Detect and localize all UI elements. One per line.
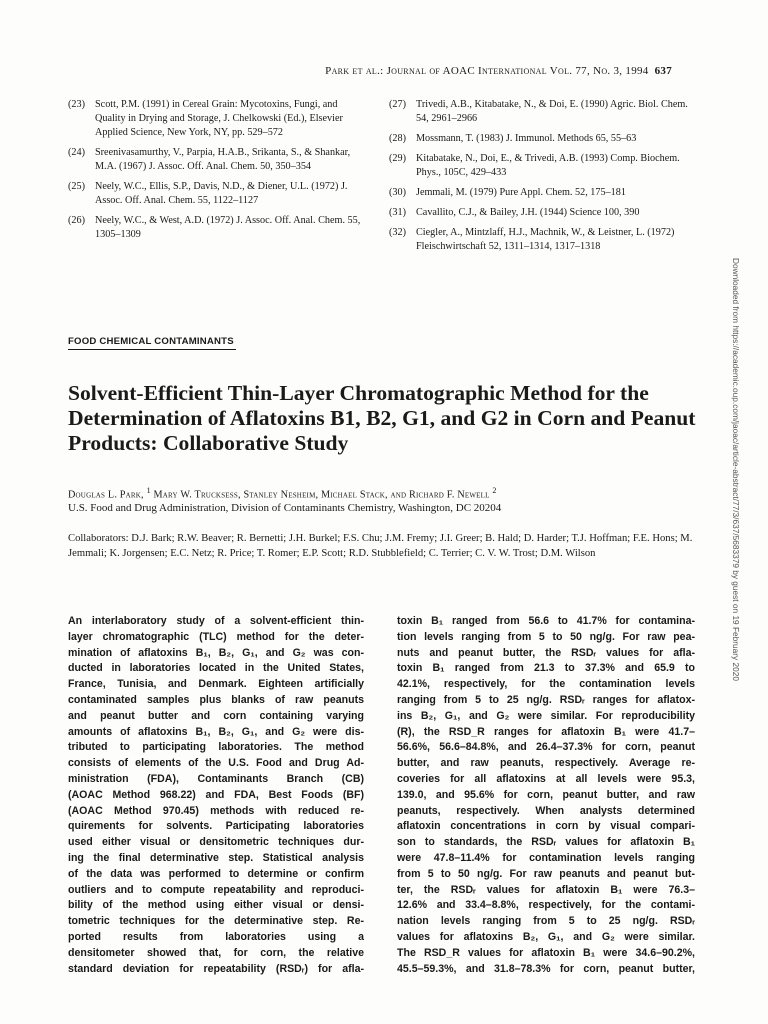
- reference-item: [68, 98, 370, 140]
- reference-number: (25): [68, 181, 85, 192]
- abstract-line: mination of aflatoxins B₁, B₂, G₁, and G₂ was con-: [68, 646, 364, 659]
- reference-number: (32): [389, 227, 406, 238]
- abstract-right-column: [397, 614, 695, 977]
- abstract-line: 42.1%, respectively, for the contamination levels: [397, 678, 695, 691]
- reference-number: (28): [389, 133, 406, 144]
- abstract-line: quirements for solvents. Participating laboratories: [68, 820, 364, 833]
- abstract-line: densitometer showed that, for corn, the relative: [68, 946, 364, 959]
- author-others: Mary W. Trucksess, Stanley Nesheim, Michael Stack, and Richard F. Newell: [153, 489, 490, 501]
- abstract-line: 45.5–59.3%, and 31.8–78.3% for corn, peanut butter,: [397, 962, 695, 975]
- reference-text: Ciegler, A., Mintzlaff, H.J., Machnik, W., & Leistner, L. (1972) Fleischwirtschaft 52, 1311–1314, 1317–1318: [416, 227, 675, 252]
- reference-item: [389, 226, 694, 254]
- abstract-line: tion levels ranging from 5 to 50 ng/g. For raw pea-: [397, 630, 695, 643]
- abstract-line: (AOAC Method 970.45) methods with reduced re-: [68, 804, 364, 817]
- abstract-line: ministration (FDA), Contaminants Branch (CB): [68, 772, 364, 785]
- reference-text: Jemmali, M. (1979) Pure Appl. Chem. 52, 175–181: [416, 187, 626, 198]
- abstract-line: tributed to participating laboratories. The method: [68, 741, 364, 754]
- abstract-line: (R), the RSD_R ranges for aflatoxin B₁ were 41.7–: [397, 725, 695, 738]
- footnote-marker-1: 1: [146, 486, 151, 495]
- reference-item: [389, 152, 694, 180]
- reference-number: (27): [389, 99, 406, 110]
- reference-text: Scott, P.M. (1991) in Cereal Grain: Mycotoxins, Fungi, and Quality in Drying and Storage, J. Chelkowski (Ed.), Elsevier Applied Science, New York, NY, pp. 529–572: [95, 99, 343, 138]
- author-list: [68, 486, 708, 500]
- reference-text: Neely, W.C., Ellis, S.P., Davis, N.D., & Diener, U.L. (1972) J. Assoc. Off. Anal. Chem. 55, 1122–1127: [95, 181, 348, 206]
- reference-item: [68, 214, 370, 242]
- reference-item: [389, 132, 694, 146]
- abstract-line: toxin B₁ ranged from 56.6 to 41.7% for contamina-: [397, 615, 695, 627]
- abstract-line: tometric techniques for the determinative step. Re-: [68, 915, 364, 928]
- reference-number: (24): [68, 147, 85, 158]
- reference-number: (26): [68, 215, 85, 226]
- abstract-line: standard deviation for repeatability (RSDᵣ) for afla-: [68, 962, 364, 975]
- abstract-line: consists of elements of the U.S. Food and Drug Ad-: [68, 757, 364, 770]
- abstract-line: 139.0, and 95.6% for corn, peanut butter, and raw: [397, 788, 695, 801]
- reference-number: (29): [389, 153, 406, 164]
- abstract-line: used either visual or densitometric techniques dur-: [68, 836, 364, 849]
- abstract-line: ranging from 5 to 25 ng/g. RSDᵣ ranges for aflatox-: [397, 693, 695, 706]
- abstract-line: peanuts, respectively. When analysts determined: [397, 804, 695, 817]
- reference-item: [389, 206, 694, 220]
- abstract-line: France, Tunisia, and Denmark. Eighteen artificially: [68, 678, 364, 691]
- footnote-marker-2: 2: [492, 486, 497, 495]
- reference-number: (31): [389, 207, 406, 218]
- reference-item: [389, 98, 694, 126]
- abstract-line: of the data was performed to determine or confirm: [68, 867, 364, 880]
- abstract-line: ins B₂, G₁, and G₂ were similar. For reproducibility: [397, 709, 695, 722]
- abstract-line: nation levels ranging from 5 to 25 ng/g. RSDᵣ: [397, 915, 695, 928]
- abstract-line: layer chromatographic (TLC) method for the deter-: [68, 630, 364, 643]
- abstract-left-column: [68, 614, 364, 977]
- abstract-line: and peanut butter and corn containing varying: [68, 709, 364, 722]
- reference-text: Kitabatake, N., Doi, E., & Trivedi, A.B. (1993) Comp. Biochem. Phys., 105C, 429–433: [416, 153, 680, 178]
- abstract-line: 56.6%, 56.6–84.8%, and 26.4–37.3% for corn, peanut: [397, 741, 695, 754]
- running-head: [325, 65, 672, 77]
- reference-item: [68, 146, 370, 174]
- abstract-line: An interlaboratory study of a solvent-efficient thin-: [68, 615, 364, 627]
- abstract-line: coveries for all aflatoxins at all levels were 95.3,: [397, 772, 695, 785]
- abstract-line: nuts and peanut butter, the RSDᵣ values for afla-: [397, 646, 695, 659]
- reference-number: (23): [68, 99, 85, 110]
- reference-text: Trivedi, A.B., Kitabatake, N., & Doi, E. (1990) Agric. Biol. Chem. 54, 2961–2966: [416, 99, 688, 124]
- abstract-line: from 5 to 50 ng/g. For raw peanuts and peanut but-: [397, 867, 695, 880]
- abstract-line: values for aflatoxins B₂, G₁, and G₂ were similar.: [397, 930, 695, 943]
- running-head-text: Park et al.: Journal of AOAC International Vol. 77, No. 3, 1994: [325, 65, 649, 77]
- abstract-line: 12.6% and 33.4–8.8%, respectively, for the contami-: [397, 899, 695, 912]
- abstract-line: The RSD_R values for aflatoxin B₁ were 34.6–90.2%,: [397, 946, 695, 959]
- abstract-line: amounts of aflatoxins B₁, B₂, G₁, and G₂ were dis-: [68, 725, 364, 738]
- reference-text: Cavallito, C.J., & Bailey, J.H. (1944) Science 100, 390: [416, 207, 640, 218]
- download-watermark: Downloaded from https://academic.oup.com/jaoac/article-abstract/77/3/637/5683379 by guest on 19 February 2020: [731, 258, 741, 681]
- reference-number: (30): [389, 187, 406, 198]
- references-left-column: [68, 98, 370, 248]
- section-heading: FOOD CHEMICAL CONTAMINANTS: [68, 336, 236, 350]
- abstract-line: ing the final determinative step. Statistical analysis: [68, 851, 364, 864]
- reference-text: Neely, W.C., & West, A.D. (1972) J. Assoc. Off. Anal. Chem. 55, 1305–1309: [95, 215, 361, 240]
- reference-item: [389, 186, 694, 200]
- references-right-column: [389, 98, 694, 260]
- affiliation: U.S. Food and Drug Administration, Division of Contaminants Chemistry, Washington, DC 20204: [68, 502, 502, 514]
- abstract-line: butter, and raw peanuts, respectively. Average re-: [397, 757, 695, 770]
- abstract-line: ported results from laboratories using a: [68, 930, 364, 943]
- abstract-line: aflatoxin concentrations in corn by visual compari-: [397, 820, 695, 833]
- abstract-line: toxin B₁ ranged from 21.3 to 37.3% and 65.9 to: [397, 662, 695, 675]
- abstract-line: son to standards, the RSDᵣ values for aflatoxin B₁: [397, 836, 695, 849]
- collaborators: Collaborators: D.J. Bark; R.W. Beaver; R. Bernetti; J.H. Burkel; F.S. Chu; J.M. Fremy; J.I. Greer; B. Hald; D. Harder; T.J. Hoffman; F.E. Hons; M. Jemmali; K. Jorgensen; E.C. Netz; R. Price; T. Romer; E.P. Scott; R.D. Stubblefield; C. Terrier; C. V. W. Trost; D.M. Wilson: [68, 533, 693, 559]
- reference-item: [68, 180, 370, 208]
- abstract-line: were 47.8–11.4% for contamination levels ranging: [397, 851, 695, 864]
- abstract-line: bility of the method using either visual or densi-: [68, 899, 364, 912]
- author-primary: Douglas L. Park,: [68, 489, 144, 501]
- reference-text: Mossmann, T. (1983) J. Immunol. Methods 65, 55–63: [416, 133, 637, 144]
- abstract-line: ter, the RSDᵣ values for aflatoxin B₁ were 76.3–: [397, 883, 695, 896]
- abstract-line: ducted in laboratories located in the United States,: [68, 662, 364, 675]
- page-number: 637: [654, 65, 672, 77]
- abstract-line: outliers and to compute repeatability and reproduci-: [68, 883, 364, 896]
- abstract-line: (AOAC Method 968.22) and FDA, Best Foods (BF): [68, 788, 364, 801]
- abstract-line: contaminated samples plus blanks of raw peanuts: [68, 693, 364, 706]
- reference-text: Sreenivasamurthy, V., Parpia, H.A.B., Srikanta, S., & Shankar, M.A. (1967) J. Assoc. Off. Anal. Chem. 50, 350–354: [95, 147, 351, 172]
- article-title: Solvent-Efficient Thin-Layer Chromatographic Method for the Determination of Aflatoxins B1, B2, G1, and G2 in Corn and Peanut Products: Collaborative Study: [68, 381, 696, 455]
